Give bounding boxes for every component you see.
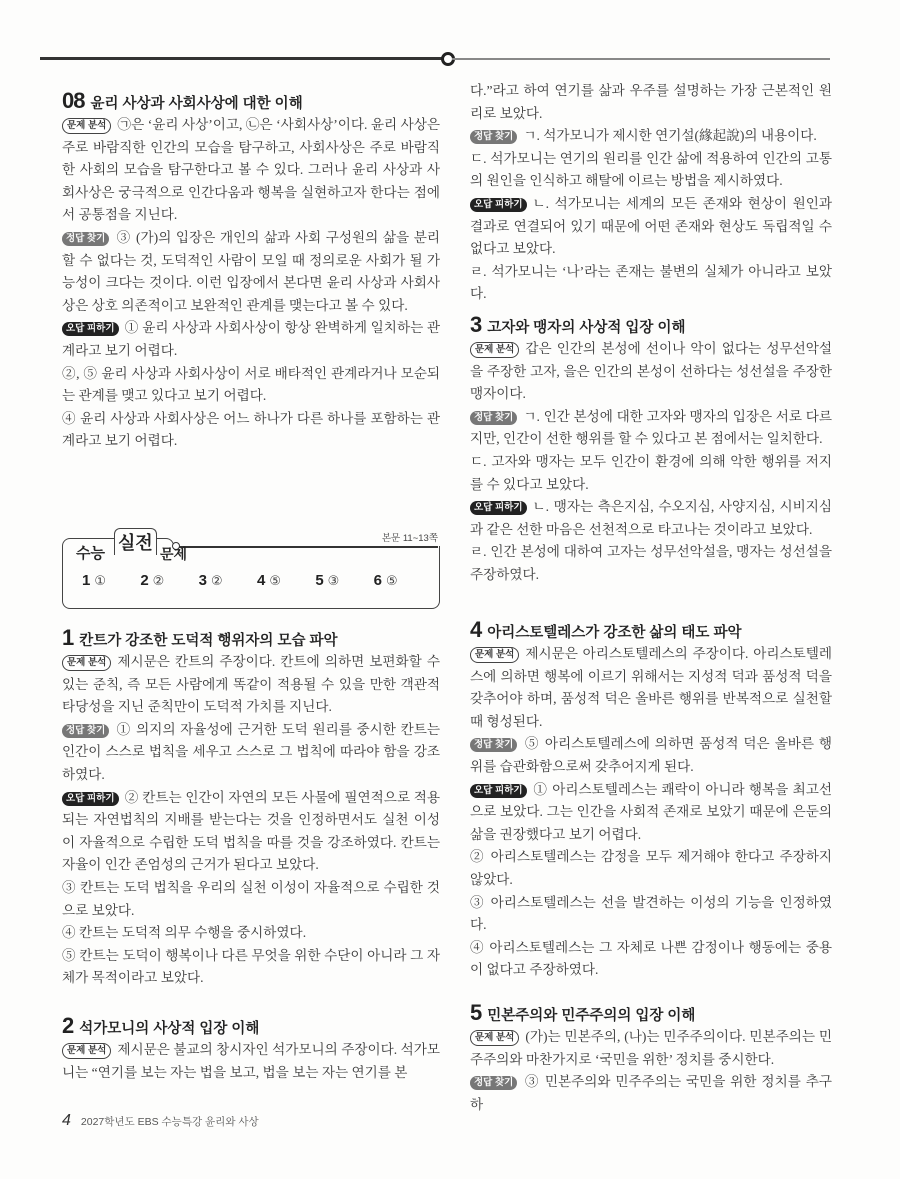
answer-choice: ⑤ bbox=[269, 573, 281, 588]
label-badge: 오답 피하기 bbox=[62, 322, 119, 336]
paragraph-text: ㄴ. 맹자는 측은지심, 수오지심, 사양지심, 시비지심과 같은 선한 마음은 선천적으로 타고나는 것이라고 보았다. bbox=[470, 499, 832, 537]
paragraph bbox=[470, 643, 832, 733]
answer-choice: ② bbox=[211, 573, 223, 588]
section-number: 4 bbox=[470, 617, 482, 642]
paragraph bbox=[470, 1071, 832, 1116]
paragraph-text: 제시문은 칸트의 주장이다. 칸트에 의하면 보편화할 수 있는 준칙, 즉 모든 사람에게 똑같이 적용될 수 있을 만한 객관적 타당성을 지닌 준칙만이 도덕적 가치를 지닌다. bbox=[62, 654, 440, 715]
paragraph-text: ㄹ. 석가모니는 ‘나’라는 존재는 불변의 실체가 아니라고 보았다. bbox=[470, 263, 832, 302]
label-badge: 정답 찾기 bbox=[62, 724, 109, 738]
paragraph-text: ㄱ. 석가모니가 제시한 연기설(緣起說)의 내용이다. bbox=[523, 128, 817, 144]
paragraph bbox=[62, 1039, 440, 1084]
paragraph-text: ㄱ. 인간 본성에 대한 고자와 맹자의 입장은 서로 다르지만, 인간이 선한 행위를 할 수 있다고 본 점에서는 일치한다. bbox=[470, 408, 832, 447]
answer-box-title-2: 실전 bbox=[114, 528, 157, 555]
section-s2 bbox=[62, 1013, 440, 1084]
paragraph bbox=[470, 733, 832, 778]
label-badge: 문제 분석 bbox=[470, 342, 519, 358]
paragraph-text: ③ 칸트는 도덕 법칙을 우리의 실천 이성이 자율적으로 수립한 것으로 보았다. bbox=[62, 879, 440, 918]
section-heading bbox=[62, 1013, 440, 1039]
answer-box-title-1: 수능 bbox=[76, 545, 105, 562]
label-badge: 오답 피하기 bbox=[470, 501, 527, 515]
paragraph-text: ⑤ 아리스토텔레스에 의하면 품성적 덕은 올바른 행위를 습관화함으로써 갖추어지게 된다. bbox=[470, 736, 832, 774]
paragraph bbox=[470, 496, 832, 541]
label-badge: 정답 찾기 bbox=[470, 130, 517, 144]
paragraph bbox=[470, 451, 832, 496]
label-badge: 오답 피하기 bbox=[470, 784, 527, 798]
paragraph-text: ④ 칸트는 도덕적 의무 수행을 중시하였다. bbox=[62, 925, 307, 941]
paragraph bbox=[470, 892, 832, 937]
label-badge: 문제 분석 bbox=[470, 647, 519, 663]
paragraph-text: ① 의지의 자율성에 근거한 도덕 원리를 중시한 칸트는 인간이 스스로 법칙을 세우고 스스로 그 법칙에 따라야 함을 강조하였다. bbox=[62, 721, 440, 782]
label-badge: 문제 분석 bbox=[62, 1043, 111, 1059]
section-s2c bbox=[470, 80, 832, 306]
paragraph-text: 제시문은 아리스토텔레스의 주장이다. 아리스토텔레스에 의하면 행복에 이르기 위해서는 지성적 덕과 품성적 덕을 갖추어야 하며, 품성적 덕은 올바른 행위를 반복적으로 실천할 때 형성된다. bbox=[470, 646, 832, 729]
section-number: 2 bbox=[62, 1013, 74, 1038]
answer-box-title-3: 문제 bbox=[160, 546, 188, 562]
paragraph bbox=[62, 787, 440, 877]
paragraph-text: 다.”라고 하여 연기를 삶과 우주를 설명하는 가장 근본적인 원리로 보았다. bbox=[470, 83, 832, 121]
paragraph-text: ④ 아리스토텔레스는 그 자체로 나쁜 감정이나 행동에는 중용이 없다고 주장하였다. bbox=[470, 939, 832, 978]
section-s3 bbox=[470, 312, 832, 587]
paragraph bbox=[62, 877, 440, 922]
section-heading bbox=[62, 625, 440, 651]
page-reference: 본문 11~13쪽 bbox=[381, 533, 438, 544]
label-badge: 정답 찾기 bbox=[470, 411, 517, 425]
paragraph bbox=[62, 317, 440, 362]
section-title: 고자와 맹자의 사상적 입장 이해 bbox=[487, 320, 686, 336]
paragraph-text: ㄷ. 석가모니는 연기의 원리를 인간 삶에 적용하여 인간의 고통의 원인을 인식하고 해탈에 이르는 방법을 제시하였다. bbox=[470, 150, 832, 189]
paragraph bbox=[470, 261, 832, 306]
answer-choice: ② bbox=[152, 573, 165, 588]
paragraph bbox=[470, 193, 832, 261]
question-number: 1 bbox=[82, 572, 91, 589]
paragraph-text: ㄷ. 고자와 맹자는 모두 인간이 환경에 의해 악한 행위를 저지를 수 있다고 보았다. bbox=[470, 453, 832, 492]
paragraph bbox=[470, 1026, 832, 1071]
paragraph bbox=[470, 846, 832, 891]
label-badge: 정답 찾기 bbox=[62, 232, 109, 246]
section-heading bbox=[470, 1000, 832, 1026]
paragraph-text: ③ 아리스토텔레스는 선을 발견하는 이성의 기능을 인정하였다. bbox=[470, 894, 832, 933]
paragraph bbox=[62, 922, 440, 945]
question-number: 5 bbox=[315, 572, 324, 589]
label-badge: 오답 피하기 bbox=[62, 792, 119, 806]
section-title: 칸트가 강조한 도덕적 행위자의 모습 파악 bbox=[79, 633, 338, 649]
section-s08 bbox=[62, 88, 440, 453]
section-heading bbox=[62, 88, 440, 114]
paragraph-text: ④ 윤리 사상과 사회사상은 어느 하나가 다른 하나를 포함하는 관계라고 보기 어렵다. bbox=[62, 410, 440, 449]
paragraph-text: ㄴ. 석가모니는 세계의 모든 존재와 현상이 원인과 결과로 연결되어 있기 때문에 어떤 존재와 현상도 독립적일 수 없다고 보았다. bbox=[470, 195, 832, 257]
paragraph bbox=[470, 406, 832, 451]
label-badge: 문제 분석 bbox=[62, 118, 111, 134]
paragraph bbox=[470, 779, 832, 847]
paragraph-text: ① 윤리 사상과 사회사상이 항상 완벽하게 일치하는 관계라고 보기 어렵다. bbox=[62, 320, 440, 358]
paragraph-text: ② 아리스토텔레스는 감정을 모두 제거해야 한다고 주장하지 않았다. bbox=[470, 849, 832, 887]
answer-item bbox=[140, 572, 198, 589]
section-s4 bbox=[470, 617, 832, 982]
section-s1 bbox=[62, 625, 440, 990]
book-title: 2027학년도 EBS 수능특강 윤리와 사상 bbox=[80, 1116, 259, 1128]
paragraph bbox=[470, 937, 832, 982]
paragraph bbox=[62, 114, 440, 227]
paragraph-text: 갑은 인간의 본성에 선이나 악이 없다는 성무선악설을 주장한 고자, 을은 인간의 본성이 선하다는 성선설을 주장한 맹자이다. bbox=[470, 341, 832, 402]
paragraph-text: ㉠은 ‘윤리 사상’이고, ㉡은 ‘사회사상’이다. 윤리 사상은 주로 바람직한 인간의 모습을 탐구하고, 사회사상은 주로 바람직한 사회의 모습을 탐구한다고 볼 수 있다. 그러나 윤리 사상과 사회사상은 궁극적으로 인간다움과 행복을 실현하고자 한다는 점에서 공통점을 지닌다. bbox=[62, 117, 440, 223]
paragraph-text: ③ (가)의 입장은 개인의 삶과 사회 구성원의 삶을 분리할 수 없다는 것, 도덕적인 사람이 모일 때 정의로운 사회가 될 가능성이 크다는 것이다. 이런 입장에서 본다면 윤리 사상과 사회사상은 상호 의존적이고 보완적인 관계를 맺는다고 볼 수 있다. bbox=[62, 229, 440, 313]
paragraph-text: ① 아리스토텔레스는 쾌락이 아니라 행복을 최고선으로 보았다. 그는 인간을 사회적 존재로 보았기 때문에 은둔의 삶을 권장했다고 보기 어렵다. bbox=[470, 781, 832, 842]
answer-choice: ⑤ bbox=[385, 573, 398, 588]
section-title: 석가모니의 사상적 입장 이해 bbox=[79, 1021, 260, 1037]
section-number: 1 bbox=[62, 625, 74, 650]
paragraph-text: ③ 민본주의와 민주주의는 국민을 위한 정치를 추구하 bbox=[470, 1074, 832, 1112]
paragraph bbox=[470, 80, 832, 125]
section-number: 5 bbox=[470, 1000, 482, 1025]
answer-box-rule bbox=[178, 546, 438, 548]
page-footer bbox=[62, 1112, 259, 1130]
answer-key-box bbox=[62, 528, 440, 610]
paragraph-text: ⑤ 칸트는 도덕이 행복이나 다른 무엇을 위한 수단이 아니라 그 자체가 목적이라고 보았다. bbox=[62, 947, 440, 986]
right-column bbox=[470, 0, 832, 1179]
paragraph-text: (가)는 민본주의, (나)는 민주주의이다. 민본주의는 민주주의와 마찬가지로 ‘국민을 위한’ 정치를 중시한다. bbox=[470, 1029, 832, 1067]
section-heading bbox=[470, 617, 832, 643]
label-badge: 문제 분석 bbox=[62, 655, 111, 671]
paragraph bbox=[62, 363, 440, 408]
answer-item bbox=[257, 572, 315, 589]
paragraph bbox=[62, 719, 440, 787]
paragraph bbox=[470, 125, 832, 148]
section-number: 3 bbox=[470, 312, 482, 337]
question-number: 3 bbox=[198, 572, 207, 589]
section-heading bbox=[470, 312, 832, 338]
section-number: 08 bbox=[62, 88, 85, 113]
paragraph-text: ②, ⑤ 윤리 사상과 사회사상이 서로 배타적인 관계라거나 모순되는 관계를 맺고 있다고 보기 어렵다. bbox=[62, 365, 440, 404]
paragraph bbox=[470, 338, 832, 406]
paragraph bbox=[62, 945, 440, 990]
paragraph bbox=[62, 651, 440, 719]
section-title: 아리스토텔레스가 강조한 삶의 태도 파악 bbox=[487, 625, 742, 641]
answer-item bbox=[82, 572, 140, 589]
paragraph bbox=[62, 408, 440, 453]
label-badge: 문제 분석 bbox=[470, 1030, 519, 1046]
question-number: 4 bbox=[256, 572, 266, 589]
paragraph bbox=[470, 148, 832, 193]
paragraph bbox=[470, 541, 832, 586]
answer-choice: ① bbox=[94, 573, 106, 588]
answer-item bbox=[374, 572, 432, 589]
label-badge: 정답 찾기 bbox=[470, 1076, 517, 1090]
answer-item bbox=[315, 572, 373, 589]
label-badge: 정답 찾기 bbox=[470, 738, 517, 752]
answer-list bbox=[82, 572, 432, 589]
section-title: 윤리 사상과 사회사상에 대한 이해 bbox=[90, 96, 303, 112]
page-number: 4 bbox=[62, 1112, 71, 1129]
answer-item bbox=[199, 572, 257, 589]
paragraph-text: ㄹ. 인간 본성에 대하여 고자는 성무선악설을, 맹자는 성선설을 주장하였다. bbox=[470, 544, 832, 582]
label-badge: 오답 피하기 bbox=[470, 198, 527, 212]
question-number: 2 bbox=[140, 572, 149, 589]
paragraph-text: ② 칸트는 인간이 자연의 모든 사물에 필연적으로 적용되는 자연법칙의 지배를 받는다는 것을 인정하면서도 실천 이성이 자율적으로 수립한 도덕 법칙을 따를 것을 강조하였다. 칸트는 자율이 인간 존엄성의 근거가 된다고 보았다. bbox=[62, 789, 440, 873]
section-title: 민본주의와 민주주의의 입장 이해 bbox=[487, 1008, 696, 1024]
question-number: 6 bbox=[373, 572, 382, 589]
section-s5 bbox=[470, 1000, 832, 1116]
answer-choice: ③ bbox=[327, 573, 340, 588]
paragraph bbox=[62, 227, 440, 317]
paragraph-text: 제시문은 불교의 창시자인 석가모니의 주장이다. 석가모니는 “연기를 보는 자는 법을 보고, 법을 보는 자는 연기를 본 bbox=[62, 1042, 440, 1080]
